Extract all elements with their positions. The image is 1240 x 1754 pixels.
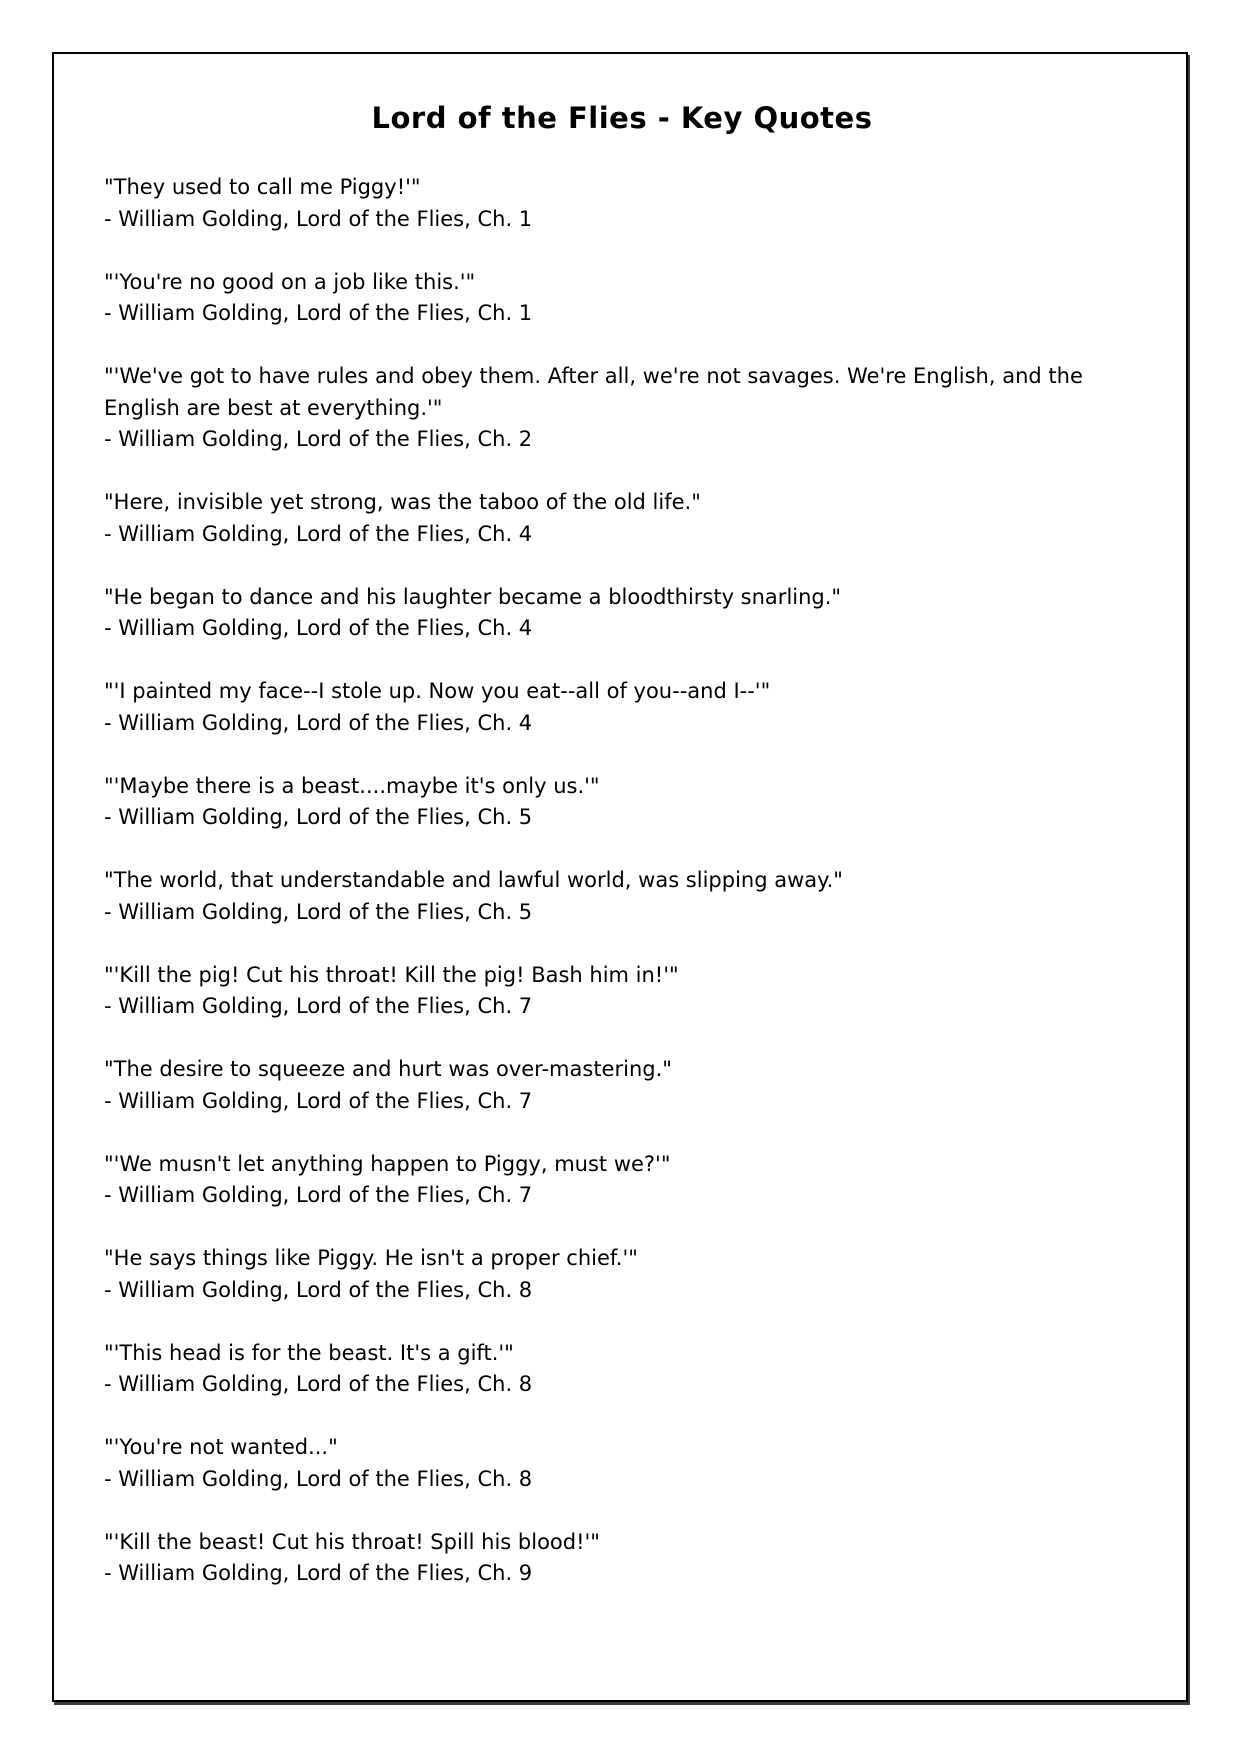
quote-text: "'Maybe there is a beast....maybe it's only us.'" xyxy=(104,773,600,798)
quote-attribution: - William Golding, Lord of the Flies, Ch. 9 xyxy=(104,1561,533,1585)
quote-attribution: - William Golding, Lord of the Flies, Ch. 8 xyxy=(104,1277,533,1302)
quote-attribution: - William Golding, Lord of the Flies, Ch. 5 xyxy=(104,805,533,829)
quote-text: "'We musn't let anything happen to Piggy, must we?'" xyxy=(104,1151,671,1176)
quote-attribution: - William Golding, Lord of the Flies, Ch. 7 xyxy=(104,994,533,1018)
quote-text: "'This head is for the beast. It's a gift.'" xyxy=(104,1340,514,1365)
quote-attribution: - William Golding, Lord of the Flies, Ch. 1 xyxy=(104,206,533,231)
quote-text: "'I painted my face--I stole up. Now you eat--all of you--and I--'" xyxy=(104,679,771,703)
quote-text: "'We've got to have rules and obey them. After all, we're not savages. We're English, and the English are best at everything.'" xyxy=(104,364,1090,420)
quote-attribution: - William Golding, Lord of the Flies, Ch. 7 xyxy=(104,1088,533,1113)
quote-attribution: - William Golding, Lord of the Flies, Ch. 8 xyxy=(104,1372,533,1396)
quote-attribution: - William Golding, Lord of the Flies, Ch. 5 xyxy=(104,899,533,924)
quote-block xyxy=(104,172,1140,235)
quote-text: "'Kill the pig! Cut his throat! Kill the pig! Bash him in!'" xyxy=(104,962,679,987)
quote-attribution: - William Golding, Lord of the Flies, Ch. 1 xyxy=(104,301,533,325)
quote-attribution: - William Golding, Lord of the Flies, Ch. 7 xyxy=(104,1183,533,1207)
document-page xyxy=(52,52,1188,1702)
quote-text: "Here, invisible yet strong, was the taboo of the old life." xyxy=(104,490,701,514)
quote-text: "They used to call me Piggy!'" xyxy=(104,175,421,199)
quote-block xyxy=(104,771,1140,834)
quote-block xyxy=(104,865,1140,928)
quote-text: "'You're not wanted..." xyxy=(104,1435,338,1459)
quote-block xyxy=(104,582,1140,645)
quote-attribution: - William Golding, Lord of the Flies, Ch. 2 xyxy=(104,427,533,451)
quote-block xyxy=(104,1527,1140,1590)
quote-text: "'You're no good on a job like this.'" xyxy=(104,269,476,294)
quote-block xyxy=(104,1432,1140,1495)
quote-attribution: - William Golding, Lord of the Flies, Ch. 4 xyxy=(104,521,533,546)
page-title: Lord of the Flies - Key Quotes xyxy=(371,101,873,135)
quote-text: "The world, that understandable and lawful world, was slipping away." xyxy=(104,868,843,892)
quote-attribution: - William Golding, Lord of the Flies, Ch. 4 xyxy=(104,616,533,640)
quote-block xyxy=(104,487,1140,550)
quote-text: "He says things like Piggy. He isn't a proper chief.'" xyxy=(104,1246,638,1270)
quote-block xyxy=(104,267,1140,330)
quote-block xyxy=(104,1243,1140,1306)
quote-text: "He began to dance and his laughter became a bloodthirsty snarling." xyxy=(104,584,842,609)
quote-block xyxy=(104,361,1140,456)
quote-text: "'Kill the beast! Cut his throat! Spill his blood!'" xyxy=(104,1529,600,1554)
quote-block xyxy=(104,960,1140,1023)
quote-attribution: - William Golding, Lord of the Flies, Ch. 8 xyxy=(104,1466,533,1491)
quote-block xyxy=(104,1054,1140,1117)
quote-block xyxy=(104,676,1140,739)
quote-text: "The desire to squeeze and hurt was over-mastering." xyxy=(104,1057,672,1081)
quote-attribution: - William Golding, Lord of the Flies, Ch. 4 xyxy=(104,710,533,735)
quote-block xyxy=(104,1149,1140,1212)
quote-block xyxy=(104,1338,1140,1401)
